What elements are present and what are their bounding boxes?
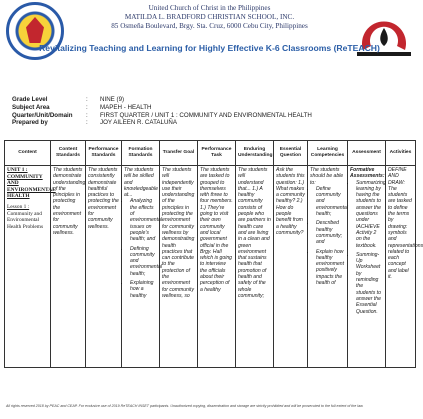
school-name: MATILDA L. BRADFORD CHRISTIAN SCHOOL, INC. — [124, 13, 295, 21]
performance-task-cell: The students are tasked to grouped to themselves with three to four members. 1.) They’re going to visit their own community and local government official in the Brgy. Hall which is going to interview the officials about their perception of a healthy — [198, 166, 236, 368]
column-header: Formation Standards — [122, 141, 160, 166]
list-item: • Define community and environmental health; — [316, 186, 345, 217]
column-header: Performance Task — [198, 141, 236, 166]
meta-label: Quarter/Unit/Domain — [12, 111, 73, 119]
meta-value: MAPEH - HEALTH — [100, 103, 152, 111]
meta-value: FIRST QUARTER / UNIT 1 : COMMUNITY AND ENVIRONMENTAL HEALTH — [100, 111, 312, 119]
column-header: Content Standards — [51, 141, 86, 166]
column-header: Assessment — [348, 141, 386, 166]
document-meta — [12, 96, 412, 127]
meta-grade-level: Grade Level : NINE (9) — [12, 96, 412, 104]
column-header: Activities — [386, 141, 416, 166]
column-header: Content — [5, 141, 51, 166]
document-title: Revitalizing Teaching and Learning for Highly Effective K-6 Classrooms (ReTEACH) — [39, 43, 380, 53]
meta-label: Subject Area — [12, 103, 50, 111]
school-address: 85 Osmeña Boulevard, Brgy. Sta. Cruz, 6000 Cebu City, Philippines — [111, 22, 308, 30]
formation-intro: The students will be skilled and knowledgeable at... — [124, 167, 158, 199]
unit-title: UNIT 1 : COMMUNITY AND ENVIRONMENTAL HEALTH — [7, 167, 56, 200]
content-cell — [5, 166, 56, 368]
column-header: Learning Competencies — [308, 141, 348, 166]
transfer-goal-cell: The students will independently use their understanding of the principles in protecting the environment for community wellness by demonstrating health practices that can contribute to the protection of the environment for community wellness, so — [160, 166, 198, 368]
meta-quarter-unit: Quarter/Unit/Domain : FIRST QUARTER / UNIT 1 : COMMUNITY AND ENVIRONMENTAL HEALTH — [12, 112, 412, 120]
assessment-list — [350, 179, 386, 315]
table-header-row — [5, 141, 416, 166]
list-item: • Summing-Up Worksheet by reminding the students to answer the Essential Question. — [356, 252, 383, 315]
list-item: • Analyzing the effects of environmental issues on people’s health; and — [130, 198, 157, 242]
document-header — [0, 0, 419, 66]
column-header: Enduring Understanding — [236, 141, 274, 166]
list-item: • Explain how healthy environment positively impacts the health of — [316, 249, 345, 287]
column-header: Performance Standards — [86, 141, 122, 166]
meta-subject-area: Subject Area : MAPEH - HEALTH — [12, 104, 412, 112]
content-standards-cell: The students demonstrate understanding of the principles in protecting the environment for community wellness. — [51, 166, 86, 368]
competencies-intro: The students should be able to: — [310, 167, 344, 186]
assessment-cell — [348, 166, 386, 368]
column-header: Transfer Goal — [160, 141, 198, 166]
list-item: • Defining community and environmental health; — [130, 246, 157, 277]
meta-label: Grade Level — [12, 96, 48, 103]
column-header: Essential Question — [274, 141, 308, 166]
meta-value: NINE (9) — [100, 96, 125, 103]
list-item: • Explaining how a healthy — [130, 280, 157, 299]
list-item: • Summarizing learning by having the students to answer the questions under IACHIEVE Activity 2 on the textbook. — [356, 180, 383, 249]
lesson-label: Lesson 1 : — [7, 203, 30, 210]
formation-list — [124, 198, 162, 299]
church-name: United Church of Christ in the Philippines — [148, 4, 271, 12]
list-item: • Described healthy community; and — [316, 220, 345, 245]
essential-question-cell: Ask the students this question: 1.) What makes a community healthy? 2.) How do people benefit from a healthy community? — [274, 166, 308, 368]
school-info — [70, 4, 349, 31]
curriculum-map-table — [4, 140, 423, 368]
learning-competencies-cell — [308, 166, 348, 368]
lesson-title: Community and Environmental Health Problems — [7, 210, 44, 230]
formation-standards-cell — [122, 166, 160, 368]
table-row — [5, 166, 416, 368]
meta-label: Prepared by — [12, 119, 48, 127]
copyright-footer: All rights reserved 2018 by PEAC and CEAP. For exclusive use of 2019 ReTEACH INSET participants. Unauthorized copying, dissemination and storage are strictly prohibited and will be prosecuted to the full extent of the law. — [6, 404, 364, 408]
performance-standards-cell: The students consistently demonstrate healthful practices to protecting the environment for community wellness. — [86, 166, 122, 368]
meta-prepared-by: Prepared by : JOY AILEEN R. CATALUÑA — [12, 119, 412, 127]
enduring-understanding-cell: The students will understand that... 1.) A healthy community consists of people who are partners in health care and are living in a clean and green environment that sustains health that promotion of health and safety of the whole community; — [236, 166, 274, 368]
assessment-heading: Formative Assessments: — [350, 167, 385, 180]
competencies-list — [310, 185, 348, 287]
activities-cell: DEFINE AND DRAW: The students are tasked to define the terms by drawing: symbols and representations related to each concept and label it. — [386, 166, 416, 368]
meta-value: JOY AILEEN R. CATALUÑA — [100, 119, 178, 127]
